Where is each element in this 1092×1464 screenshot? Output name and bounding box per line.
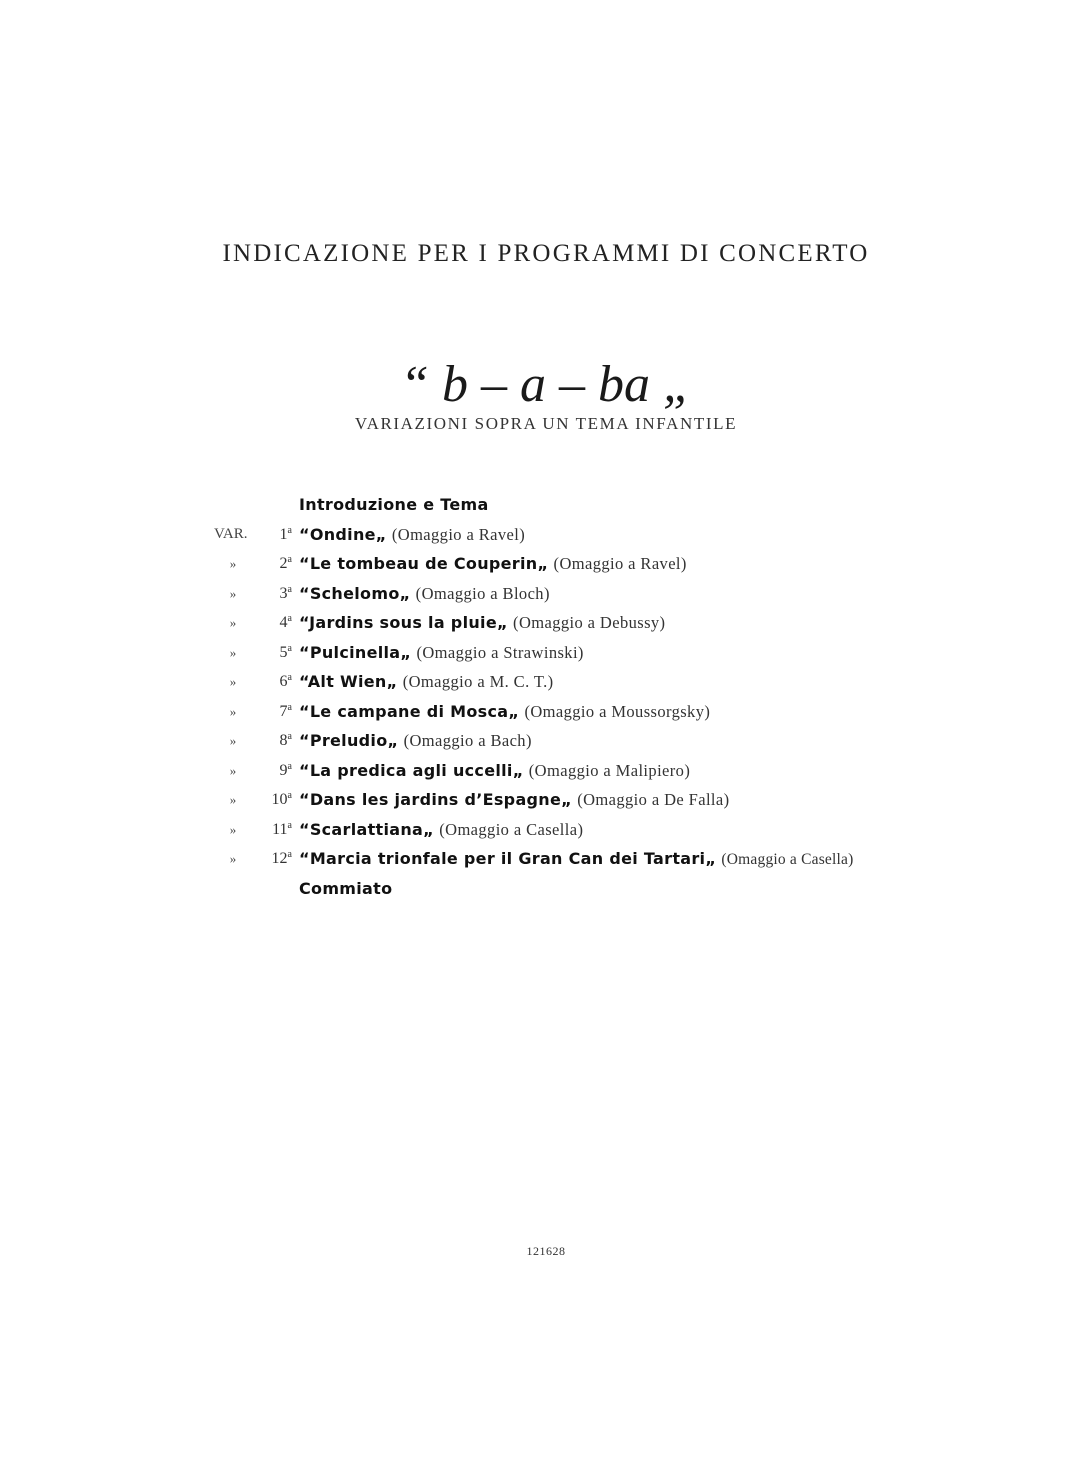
variation-number-value: 6	[279, 673, 288, 690]
ditto-mark: »	[229, 615, 237, 630]
ditto-mark: »	[229, 585, 237, 601]
dedication: (Omaggio a Ravel)	[391, 524, 526, 544]
variation-number	[252, 608, 292, 638]
variation-number-value: 2	[279, 555, 288, 572]
variation-row	[0, 638, 1092, 668]
ordinal-suffix: a	[287, 849, 292, 860]
ditto-mark: »	[229, 792, 237, 807]
ordinal-suffix: a	[287, 554, 292, 565]
variation-row	[0, 549, 1092, 579]
variation-entry	[299, 815, 583, 845]
variation-number-value: 9	[279, 761, 288, 779]
ordinal-suffix: a	[287, 819, 292, 831]
dedication: (Omaggio a M. C. T.)	[402, 672, 554, 691]
variation-entry	[299, 638, 584, 668]
variation-row	[0, 608, 1092, 638]
variation-entry	[299, 785, 730, 815]
variation-entry	[299, 844, 853, 875]
work-subtitle: VARIAZIONI SOPRA UN TEMA INFANTILE	[354, 414, 738, 433]
dedication: (Omaggio a Bach)	[403, 731, 532, 750]
program-intro-row	[0, 490, 1092, 520]
piece-title: “Scarlattiana„	[299, 819, 434, 839]
variation-row	[0, 579, 1092, 609]
variation-number-value: 8	[279, 732, 288, 749]
variation-row	[0, 815, 1092, 845]
dedication: (Omaggio a Ravel)	[553, 554, 687, 573]
variation-entry	[299, 697, 710, 727]
variation-row	[0, 667, 1092, 697]
variation-entry	[299, 726, 532, 756]
variation-number	[252, 726, 292, 756]
page-heading: INDICAZIONE PER I PROGRAMMI DI CONCERTO	[222, 240, 870, 267]
dedication: (Omaggio a De Falla)	[577, 790, 730, 809]
ordinal-suffix: a	[287, 524, 292, 536]
variation-number	[252, 549, 292, 579]
variation-row	[0, 756, 1092, 786]
variation-number-value: 5	[279, 643, 288, 661]
introduction-label: Introduzione e Tema	[299, 495, 489, 514]
variation-entry	[299, 608, 665, 638]
ordinal-suffix: a	[287, 613, 292, 624]
ordinal-suffix: a	[287, 583, 292, 595]
dedication: (Omaggio a Bloch)	[415, 583, 550, 603]
piece-title: “Le tombeau de Couperin„	[299, 554, 549, 573]
dedication: (Omaggio a Debussy)	[513, 613, 666, 632]
piece-title: “Dans les jardins d’Espagne„	[299, 790, 572, 809]
work-title: “ b – a – ba „	[400, 356, 692, 413]
concert-program-list	[0, 490, 1092, 903]
plate-number: 121628	[526, 1244, 566, 1258]
variation-entry	[299, 579, 550, 609]
variation-number	[252, 785, 292, 815]
dedication: (Omaggio a Strawinski)	[416, 642, 584, 662]
piece-title: “Preludio„	[299, 731, 399, 750]
piece-title: “Ondine„	[299, 524, 387, 544]
dedication: (Omaggio a Malipiero)	[528, 760, 691, 780]
variation-number	[252, 844, 292, 874]
variation-number-value: 12	[271, 850, 288, 867]
variation-number-value: 11	[272, 820, 288, 838]
variation-number	[252, 697, 292, 727]
variation-entry	[299, 549, 687, 579]
variation-row	[0, 520, 1092, 550]
variation-row	[0, 697, 1092, 727]
variation-number	[252, 638, 292, 668]
variation-row	[0, 785, 1092, 815]
ditto-mark: »	[229, 733, 237, 748]
piece-title: “Pulcinella„	[299, 642, 412, 662]
closing-label: Commiato	[299, 878, 393, 898]
variation-row	[0, 844, 1092, 874]
ordinal-suffix: a	[287, 760, 292, 772]
ditto-mark: »	[229, 556, 237, 571]
piece-title: “Jardins sous la pluie„	[299, 613, 508, 632]
ordinal-suffix: a	[287, 672, 292, 683]
piece-title: “Marcia trionfale per il Gran Can dei Tartari„	[299, 849, 717, 868]
variation-number-value: 1	[279, 525, 288, 543]
ordinal-suffix: a	[287, 642, 292, 654]
piece-title: “Schelomo„	[299, 583, 411, 603]
variation-number	[252, 667, 292, 697]
variation-number	[252, 756, 292, 786]
dedication: (Omaggio a Moussorgsky)	[524, 701, 711, 721]
variation-number-value: 3	[279, 584, 288, 602]
variation-number-value: 7	[279, 702, 288, 720]
var-label: VAR.	[214, 525, 248, 542]
variation-list	[0, 520, 1092, 874]
variation-number	[252, 579, 292, 609]
dedication: (Omaggio a Casella)	[721, 851, 854, 868]
program-closing-row	[0, 874, 1092, 904]
ditto-mark: »	[229, 821, 237, 837]
ditto-mark: »	[229, 762, 237, 778]
piece-title: “La predica agli uccelli„	[299, 760, 524, 780]
variation-number	[252, 520, 292, 550]
piece-title: “Le campane di Mosca„	[299, 701, 520, 721]
variation-entry	[299, 756, 690, 786]
variation-number-value: 4	[279, 614, 288, 631]
variation-entry	[299, 667, 554, 697]
variation-number-value: 10	[271, 791, 288, 808]
ditto-mark: »	[229, 703, 237, 719]
variation-entry	[299, 520, 525, 550]
ditto-mark: »	[229, 644, 237, 660]
ordinal-suffix: a	[287, 790, 292, 801]
ditto-mark: »	[229, 851, 237, 866]
dedication: (Omaggio a Casella)	[439, 819, 584, 839]
ditto-mark: »	[229, 674, 237, 689]
ordinal-suffix: a	[287, 731, 292, 742]
piece-title: “Alt Wien„	[299, 672, 398, 691]
variation-row	[0, 726, 1092, 756]
variation-number	[252, 815, 292, 845]
ordinal-suffix: a	[287, 701, 292, 713]
